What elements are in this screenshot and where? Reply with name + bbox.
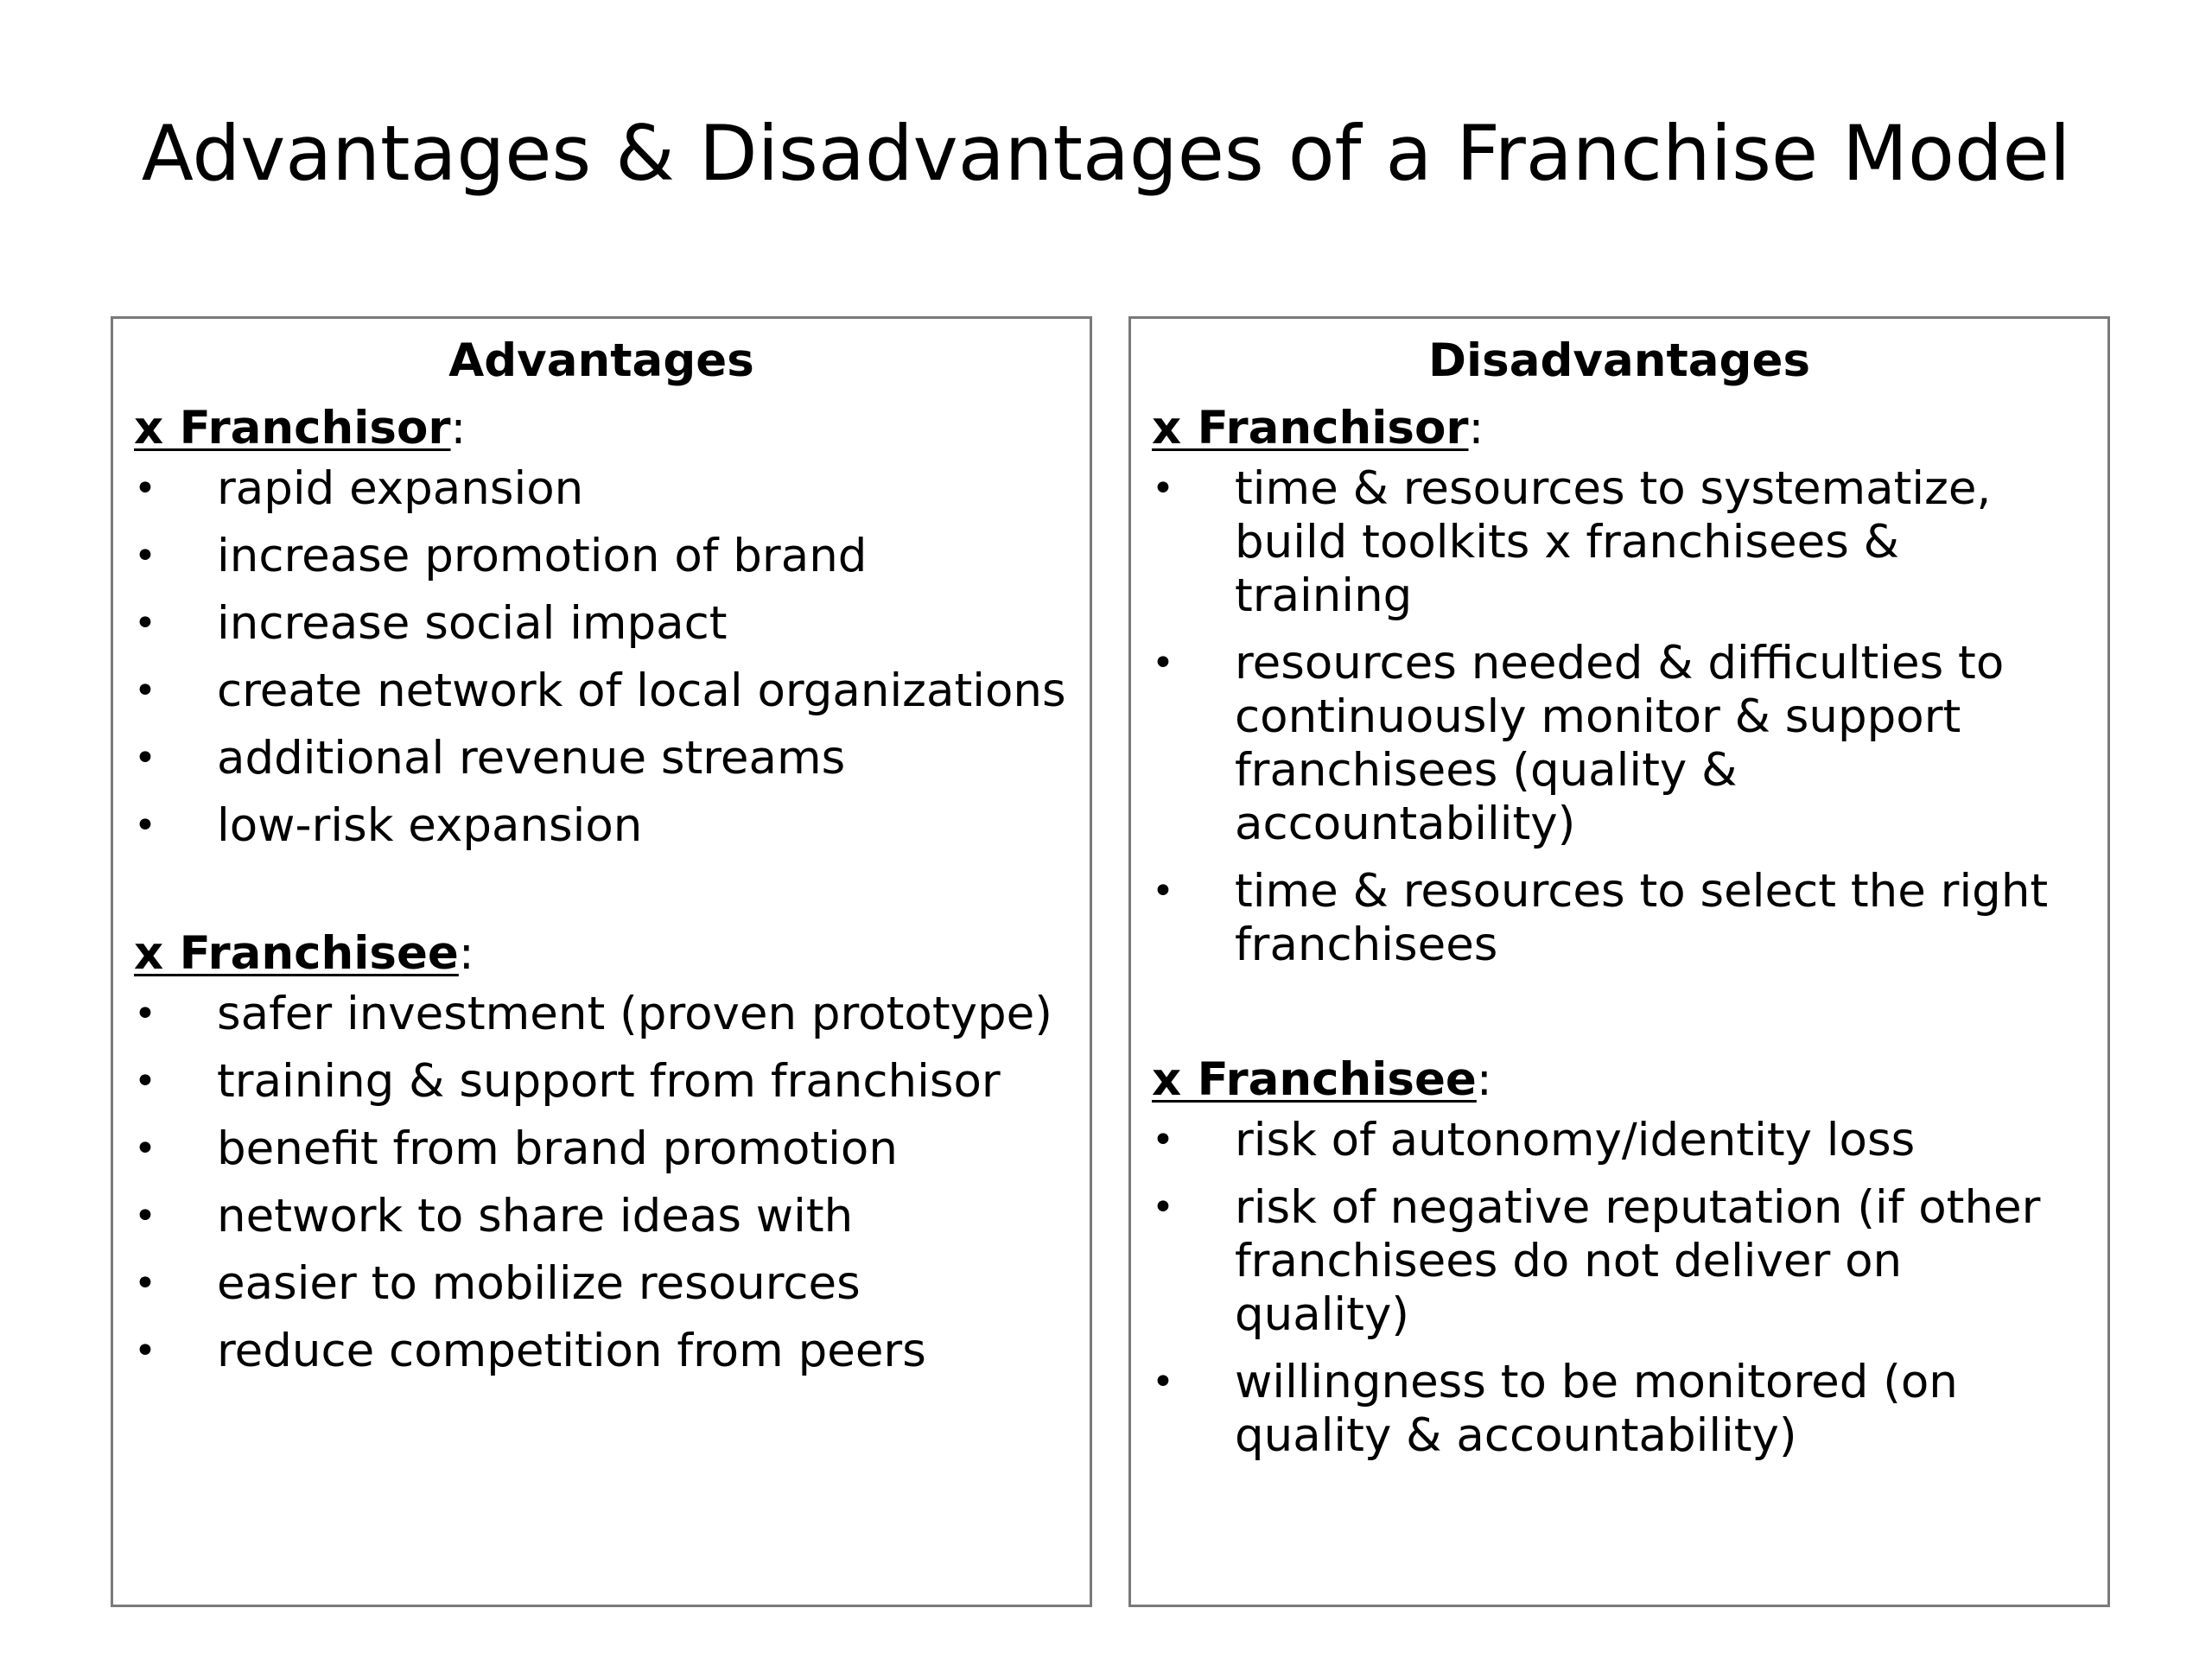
list-item: [134, 1257, 1069, 1311]
disadvantages-franchisor-label: [1152, 395, 2087, 462]
list-item: [1152, 462, 2087, 623]
list-item: [134, 1122, 1069, 1176]
list-item-text: benefit from brand promotion: [217, 1122, 898, 1175]
bullet-icon: •: [134, 534, 156, 578]
list-item: [134, 1325, 1069, 1378]
list-item: [134, 799, 1069, 853]
list-item: [1152, 1356, 2087, 1463]
bullet-icon: •: [134, 992, 156, 1036]
bullet-icon: •: [134, 1127, 156, 1171]
section-label-text: x Franchisor: [1152, 402, 1469, 454]
bullet-icon: •: [134, 669, 156, 713]
disadvantages-franchisor-list: [1152, 462, 2087, 972]
list-item-text: rapid expansion: [217, 462, 584, 515]
list-item: [1152, 1114, 2087, 1167]
advantages-franchisor-list: [134, 462, 1069, 853]
advantages-franchisee-label: [134, 920, 1069, 988]
list-item-text: risk of negative reputation (if other franchisees do not deliver on quality): [1235, 1181, 2041, 1341]
list-item: [1152, 865, 2087, 972]
list-item-text: increase promotion of brand: [217, 530, 868, 582]
disadvantages-heading: Disadvantages: [1428, 334, 1810, 387]
list-item-text: safer investment (proven prototype): [217, 988, 1052, 1040]
list-item-text: create network of local organizations: [217, 664, 1066, 717]
list-item-text: network to share ideas with: [217, 1190, 854, 1243]
list-item-text: low-risk expansion: [217, 799, 643, 852]
section-label-text: x Franchisee: [134, 927, 459, 980]
section-label-suffix: :: [450, 402, 467, 454]
list-item: [1152, 1181, 2087, 1342]
bullet-icon: •: [1152, 869, 1174, 913]
disadvantages-franchisee-list: [1152, 1114, 2087, 1463]
list-item: [134, 530, 1069, 583]
section-label-text: x Franchisee: [1152, 1053, 1477, 1106]
bullet-icon: •: [134, 1329, 156, 1373]
slide-title: Advantages & Disadvantages of a Franchise Model: [141, 109, 2071, 198]
bullet-icon: •: [134, 1194, 156, 1238]
advantages-heading: Advantages: [448, 334, 754, 387]
list-item: [134, 1055, 1069, 1109]
section-label-suffix: :: [458, 927, 474, 980]
bullet-icon: •: [134, 1262, 156, 1306]
bullet-icon: •: [1152, 1360, 1174, 1404]
list-item-text: reduce competition from peers: [217, 1325, 926, 1377]
list-item-text: increase social impact: [217, 597, 728, 650]
list-item-text: time & resources to systematize, build toolkits x franchisees & training: [1235, 462, 1992, 622]
bullet-icon: •: [134, 804, 156, 848]
bullet-icon: •: [1152, 467, 1174, 511]
list-item-text: time & resources to select the right franchisees: [1235, 865, 2049, 971]
section-spacer: [1152, 986, 2087, 1046]
bullet-icon: •: [1152, 1185, 1174, 1230]
section-label-suffix: :: [1476, 1053, 1492, 1106]
advantages-franchisor-label: [134, 395, 1069, 462]
disadvantages-franchisee-label: [1152, 1046, 2087, 1114]
list-item: [134, 664, 1069, 718]
list-item-text: resources needed & difficulties to continuously monitor & support franchisees (quality & accountability): [1235, 637, 2005, 850]
bullet-icon: •: [134, 736, 156, 780]
bullet-icon: •: [1152, 1118, 1174, 1162]
bullet-icon: •: [134, 1059, 156, 1103]
advantages-panel: [111, 316, 1092, 1607]
list-item: [134, 988, 1069, 1041]
section-label-suffix: :: [1468, 402, 1484, 454]
list-item: [134, 1190, 1069, 1243]
section-spacer: [134, 867, 1069, 920]
list-item-text: training & support from franchisor: [217, 1055, 1001, 1108]
advantages-franchisee-list: [134, 988, 1069, 1378]
list-item: [134, 462, 1069, 516]
list-item: [1152, 637, 2087, 851]
section-label-text: x Franchisor: [134, 402, 451, 454]
disadvantages-panel: [1128, 316, 2110, 1607]
list-item-text: easier to mobilize resources: [217, 1257, 861, 1310]
bullet-icon: •: [134, 601, 156, 645]
list-item-text: risk of autonomy/identity loss: [1235, 1114, 1916, 1166]
list-item-text: willingness to be monitored (on quality & accountability): [1235, 1356, 1958, 1462]
list-item: [134, 732, 1069, 785]
list-item-text: additional revenue streams: [217, 732, 846, 785]
bullet-icon: •: [134, 467, 156, 511]
bullet-icon: •: [1152, 641, 1174, 685]
list-item: [134, 597, 1069, 651]
